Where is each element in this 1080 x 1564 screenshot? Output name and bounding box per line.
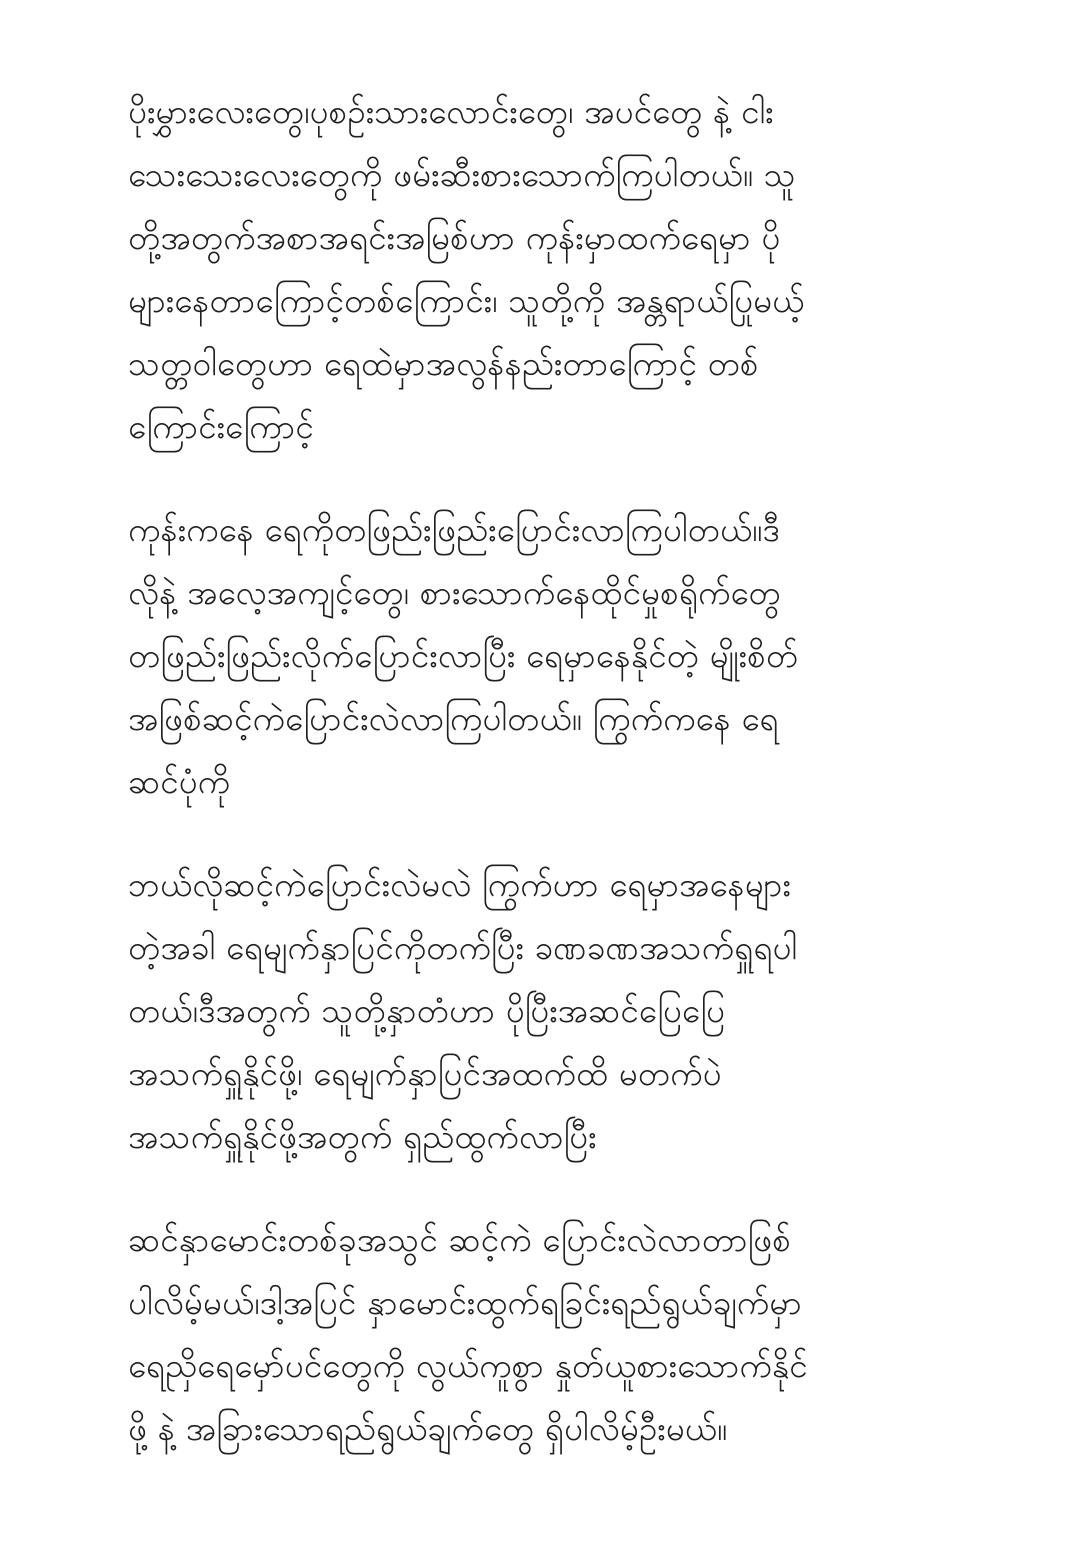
text-line: ဘယ်လိုဆင့်ကဲပြောင်းလဲမလဲ ကြွက်ဟာ ရေမှာအနေများ bbox=[128, 865, 791, 904]
text-line: ကြောင်းကြောင့် bbox=[128, 407, 314, 446]
text-line: ရေညှိရေမှော်ပင်တွေကို လွယ်ကူစွာ နှုတ်ယူစားသောက်နိုင် bbox=[128, 1346, 808, 1385]
text-line: ပါလိမ့်မယ်၊ဒါ့အပြင် နှာမောင်းထွက်ရခြင်းရည်ရွယ်ချက်မှာ bbox=[128, 1283, 802, 1322]
text-line: ဆင်ပုံကို bbox=[128, 762, 231, 801]
text-line: ဖို့ နဲ့ အခြားသောရည်ရွယ်ချက်တွေ ရှိပါလိမ့်ဦးမယ်။ bbox=[128, 1409, 728, 1448]
text-line: ကုန်းကနေ ရေကိုတဖြည်းဖြည်းပြောင်းလာကြပါတယ်။ဒီ bbox=[128, 510, 780, 549]
text-line: လိုနဲ့ အလေ့အကျင့်တွေ၊ စားသောက်နေထိုင်မှုစရိုက်တွေ bbox=[128, 573, 781, 612]
text-line: အသက်ရှူနိုင်ဖို့၊ ရေမျက်နှာပြင်အထက်ထိ မတက်ပဲ bbox=[128, 1054, 722, 1093]
text-line: ဆင်နှာမောင်းတစ်ခုအသွင် ဆင့်ကဲ ပြောင်းလဲလာတာဖြစ် bbox=[128, 1220, 791, 1259]
text-line: သေးသေးလေးတွေကို ဖမ်းဆီးစားသောက်ကြပါတယ်။ သူ bbox=[128, 155, 796, 194]
text-line: တဲ့အခါ ရေမျက်နှာပြင်ကိုတက်ပြီး ခဏခဏအသက်ရှူရပါ bbox=[128, 928, 798, 967]
text-line: များနေတာကြောင့်တစ်ကြောင်း၊ သူတို့ကို အန္တရာယ်ပြုမယ့် bbox=[128, 281, 805, 320]
text-line: ပိုးမွှားလေးတွေ၊ပုစဉ်းသားလောင်းတွေ၊ အပင်တွေ နဲ့ ငါး bbox=[128, 92, 774, 131]
text-line: တယ်၊ဒီအတွက် သူတို့နှာတံဟာ ပိုပြီးအဆင်ပြေပြေ bbox=[128, 991, 726, 1030]
article-body bbox=[128, 80, 978, 1500]
paragraph-1 bbox=[128, 80, 978, 458]
paragraph-3 bbox=[128, 853, 978, 1168]
paragraph-4 bbox=[128, 1208, 978, 1460]
paragraph-2 bbox=[128, 498, 978, 813]
text-line: တို့အတွက်အစာအရင်းအမြစ်ဟာ ကုန်းမှာထက်ရေမှာ ပို bbox=[128, 218, 781, 257]
text-line: တဖြည်းဖြည်းလိုက်ပြောင်းလာပြီး ရေမှာနေနိုင်တဲ့ မျိုးစိတ် bbox=[128, 636, 799, 675]
text-line: သတ္တဝါတွေဟာ ရေထဲမှာအလွန်နည်းတာကြောင့် တစ် bbox=[128, 344, 759, 383]
text-line: အဖြစ်ဆင့်ကဲပြောင်းလဲလာကြပါတယ်။ ကြွက်ကနေ ရေ bbox=[128, 699, 779, 738]
text-line: အသက်ရှူနိုင်ဖို့အတွက် ရှည်ထွက်လာပြီး bbox=[128, 1117, 597, 1156]
